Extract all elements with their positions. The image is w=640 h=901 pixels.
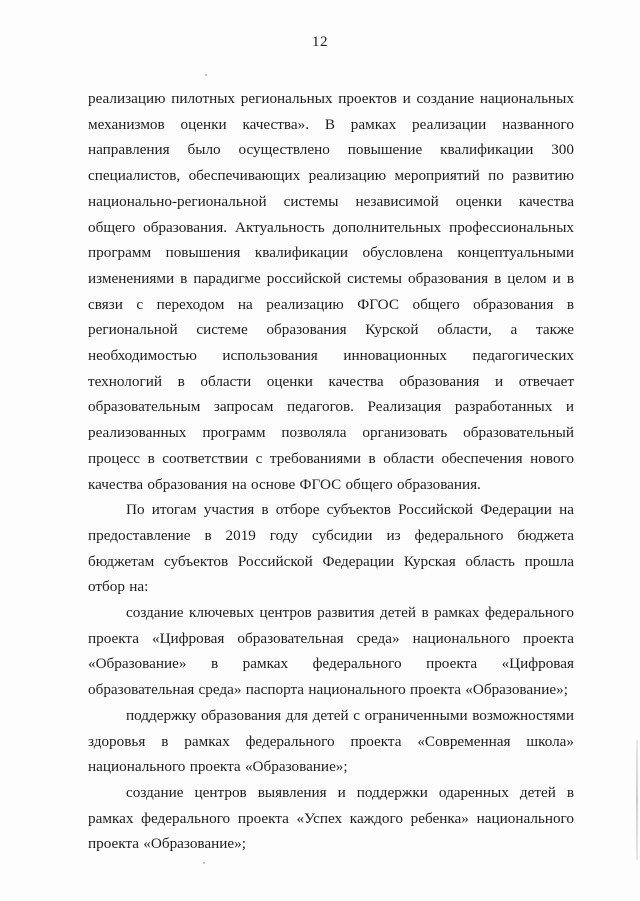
list-item-gifted-children-centers: создание центров выявления и поддержки одаренных детей в рамках федерального проекта «Успех каждого ребенка» национального проекта «Образование»; bbox=[88, 783, 574, 853]
page-number: 12 bbox=[312, 34, 328, 50]
scan-speck bbox=[203, 862, 205, 864]
list-item-key-centers: создание ключевых центров развития детей в рамках федерального проекта «Цифровая образовательная среда» национального проекта «Образование» в рамках федерального проекта «Цифровая образовательная среда» паспорта национального проекта «Образование»; bbox=[88, 604, 574, 699]
scan-edge-shadow bbox=[636, 740, 638, 860]
list-item-disabilities-support: поддержку образования для детей с ограниченными возможностями здоровья в рамках федерального проекта «Современная школа» национального проекта «Образование»; bbox=[88, 706, 574, 776]
scan-speck bbox=[205, 74, 207, 76]
paragraph-continuation: реализацию пилотных региональных проектов и создание национальных механизмов оценки качества». В рамках реализации названного направления было осуществлено повышение квалификации 300 специалистов, обеспечивающих реализацию мероприятий по развитию национально-региональной системы независимой оценки качества общего образования. Актуальность дополнительных профессиональных программ повышения квалификации обусловлена концептуальными изменениями в парадигме российской системы образования в целом и в связи с переходом на реализацию ФГОС общего образования в региональной системе образования Курской области, а также необходимостью использования инновационных педагогических технологий в области оценки качества образования и отвечает образовательным запросам педагогов. Реализация разработанных и реализованных программ позволяла организовать образовательный процесс в соответствии с требованиями в области обеспечения нового качества образования на основе ФГОС общего образования. bbox=[88, 90, 574, 493]
document-body bbox=[88, 86, 574, 857]
paragraph-selection-results: По итогам участия в отборе субъектов Российской Федерации на предоставление в 2019 году субсидии из федерального бюджета бюджетам субъектов Российской Федерации Курская область прошла отбор на: bbox=[88, 501, 574, 596]
